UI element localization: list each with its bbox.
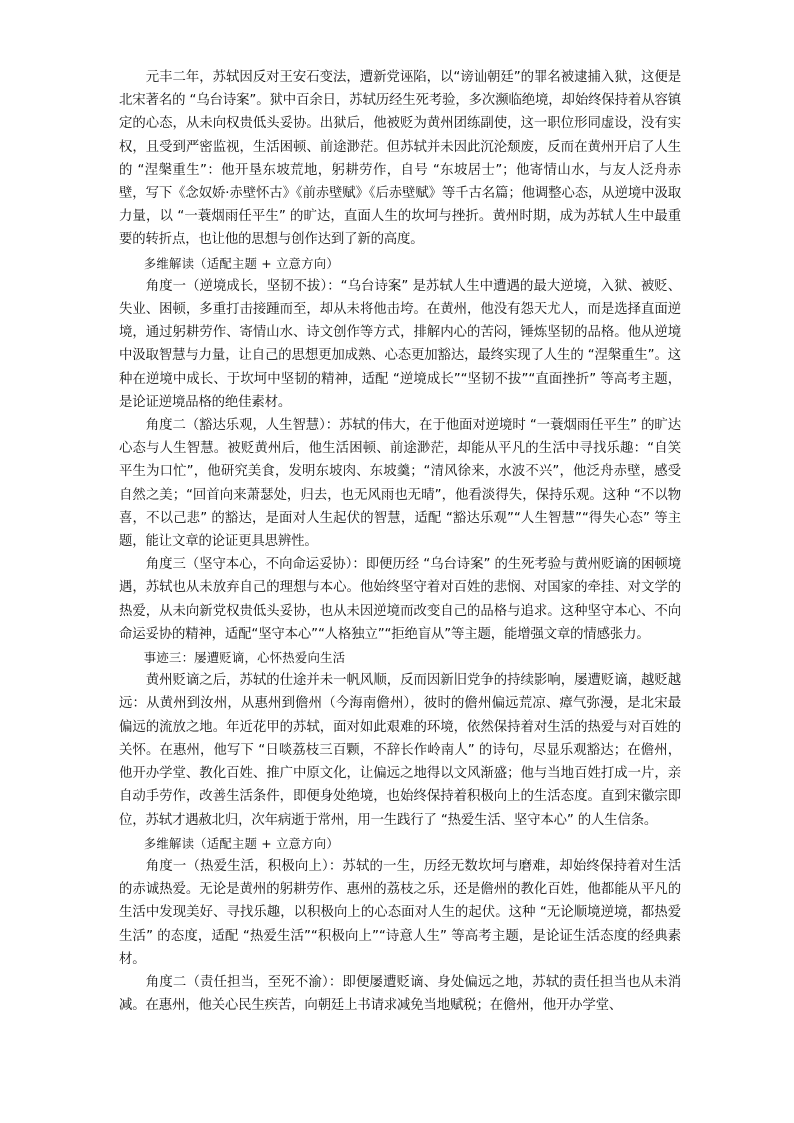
section-heading-interpretation-2: 多维解读（适配主题 + 立意方向）	[143, 835, 339, 851]
document-page	[119, 66, 681, 1017]
section-heading-interpretation-1: 多维解读（适配主题 + 立意方向）	[143, 255, 339, 271]
paragraph-angle-optimism-wisdom: 角度二（豁达乐观，人生智慧）：苏轼的伟大，在于他面对逆境时 “一蓑烟雨任平生” 的旷达心态与人生智慧。被贬黄州后，他生活困顿、前途渺茫，却能从平凡的生活中寻找乐趣：“自笑平生为口忙”，他研究美食，发明东坡肉、东坡羹；“清风徐来，水波不兴”，他泛舟赤壁，感受自然之美；“回首向来萧瑟处，归去，也无风雨也无晴”，他看淡得失，保持乐观。这种 “不以物喜，不以己悲” 的豁达，是面对人生起伏的智慧，适配 “豁达乐观”“人生智慧”“得失心态” 等主题，能让文章的论证更具思辨性。	[119, 418, 681, 550]
section-heading-deed-three: 事迹三：屡遭贬谪，心怀热爱向生活	[143, 650, 346, 666]
paragraph-wutai-poetry-case: 元丰二年，苏轼因反对王安石变法，遭新党诬陷，以“谤讪朝廷”的罪名被逮捕入狱，这便是北宋著名的 “乌台诗案”。狱中百余日，苏轼历经生死考验，多次濒临绝境，却始终保持着从容镇定的心态，从未向权贵低头妥协。出狱后，他被贬为黄州团练副使，这一职位形同虚设，没有实权，且受到严密监视，生活困顿、前途渺茫。但苏轼并未因此沉沦颓废，反而在黄州开启了人生的 “涅槃重生”：他开垦东坡荒地，躬耕劳作，自号 “东坡居士”；他寄情山水，与友人泛舟赤壁，写下《念奴娇·赤壁怀古》《前赤壁赋》《后赤壁赋》等千古名篇；他调整心态，从逆境中汲取力量，以 “一蓑烟雨任平生” 的旷达，直面人生的坎坷与挫折。黄州时期，成为苏轼人生中最重要的转折点，也让他的思想与创作达到了新的高度。	[119, 70, 681, 248]
paragraph-angle-love-life: 角度一（热爱生活，积极向上）：苏轼的一生，历经无数坎坷与磨难，却始终保持着对生活的赤诚热爱。无论是黄州的躬耕劳作、惠州的荔枝之乐，还是儋州的教化百姓，他都能从平凡的生活中发现美好、寻找乐趣，以积极向上的心态面对人生的起伏。这种 “无论顺境逆境，都热爱生活” 的态度，适配 “热爱生活”“积极向上”“诗意人生” 等高考主题，是论证生活态度的经典素材。	[119, 858, 681, 967]
paragraph-repeated-exile: 黄州贬谪之后，苏轼的仕途并未一帆风顺，反而因新旧党争的持续影响，屡遭贬谪，越贬越远：从黄州到汝州，从惠州到儋州（今海南儋州），彼时的儋州偏远荒凉、瘴气弥漫，是北宋最偏远的流放之地。年近花甲的苏轼，面对如此艰难的环境，依然保持着对生活的热爱与对百姓的关怀。在惠州，他写下 “日啖荔枝三百颗，不辞长作岭南人” 的诗句，尽显乐观豁达；在儋州，他开办学堂、教化百姓、推广中原文化，让偏远之地得以文风渐盛；他与当地百姓打成一片，亲自动手劳作，改善生活条件，即便身处绝境，也始终保持着积极向上的生活态度。直到宋徽宗即位，苏轼才遇赦北归，次年病逝于常州，用一生践行了 “热爱生活、坚守本心” 的人生信条。	[119, 673, 681, 828]
paragraph-angle-responsibility: 角度二（责任担当，至死不渝）：即便屡遭贬谪、身处偏远之地，苏轼的责任担当也从未消减。在惠州，他关心民生疾苦，向朝廷上书请求减免当地赋税；在儋州，他开办学堂、	[119, 974, 681, 1014]
paragraph-angle-keep-true-heart: 角度三（坚守本心，不向命运妥协）：即便历经 “乌台诗案” 的生死考验与黄州贬谪的困顿境遇，苏轼也从未放弃自己的理想与本心。他始终坚守着对百姓的悲悯、对国家的牵挂、对文学的热爱，从未向新党权贵低头妥协，也从未因逆境而改变自己的品格与追求。这种坚守本心、不向命运妥协的精神，适配“坚守本心”“人格独立”“拒绝盲从”等主题，能增强文章的情感张力。	[119, 557, 681, 642]
paragraph-angle-adversity-growth: 角度一（逆境成长，坚韧不拔）：“乌台诗案” 是苏轼人生中遭遇的最大逆境，入狱、被贬、失业、困顿，多重打击接踵而至，却从未将他击垮。在黄州，他没有怨天尤人，而是选择直面逆境，通过躬耕劳作、寄情山水、诗文创作等方式，排解内心的苦闷，锤炼坚韧的品格。他从逆境中汲取智慧与力量，让自己的思想更加成熟、心态更加豁达，最终实现了人生的 “涅槃重生”。这种在逆境中成长、于坎坷中坚韧的精神，适配 “逆境成长”“坚韧不拔”“直面挫折” 等高考主题，是论证逆境品格的绝佳素材。	[119, 278, 681, 410]
